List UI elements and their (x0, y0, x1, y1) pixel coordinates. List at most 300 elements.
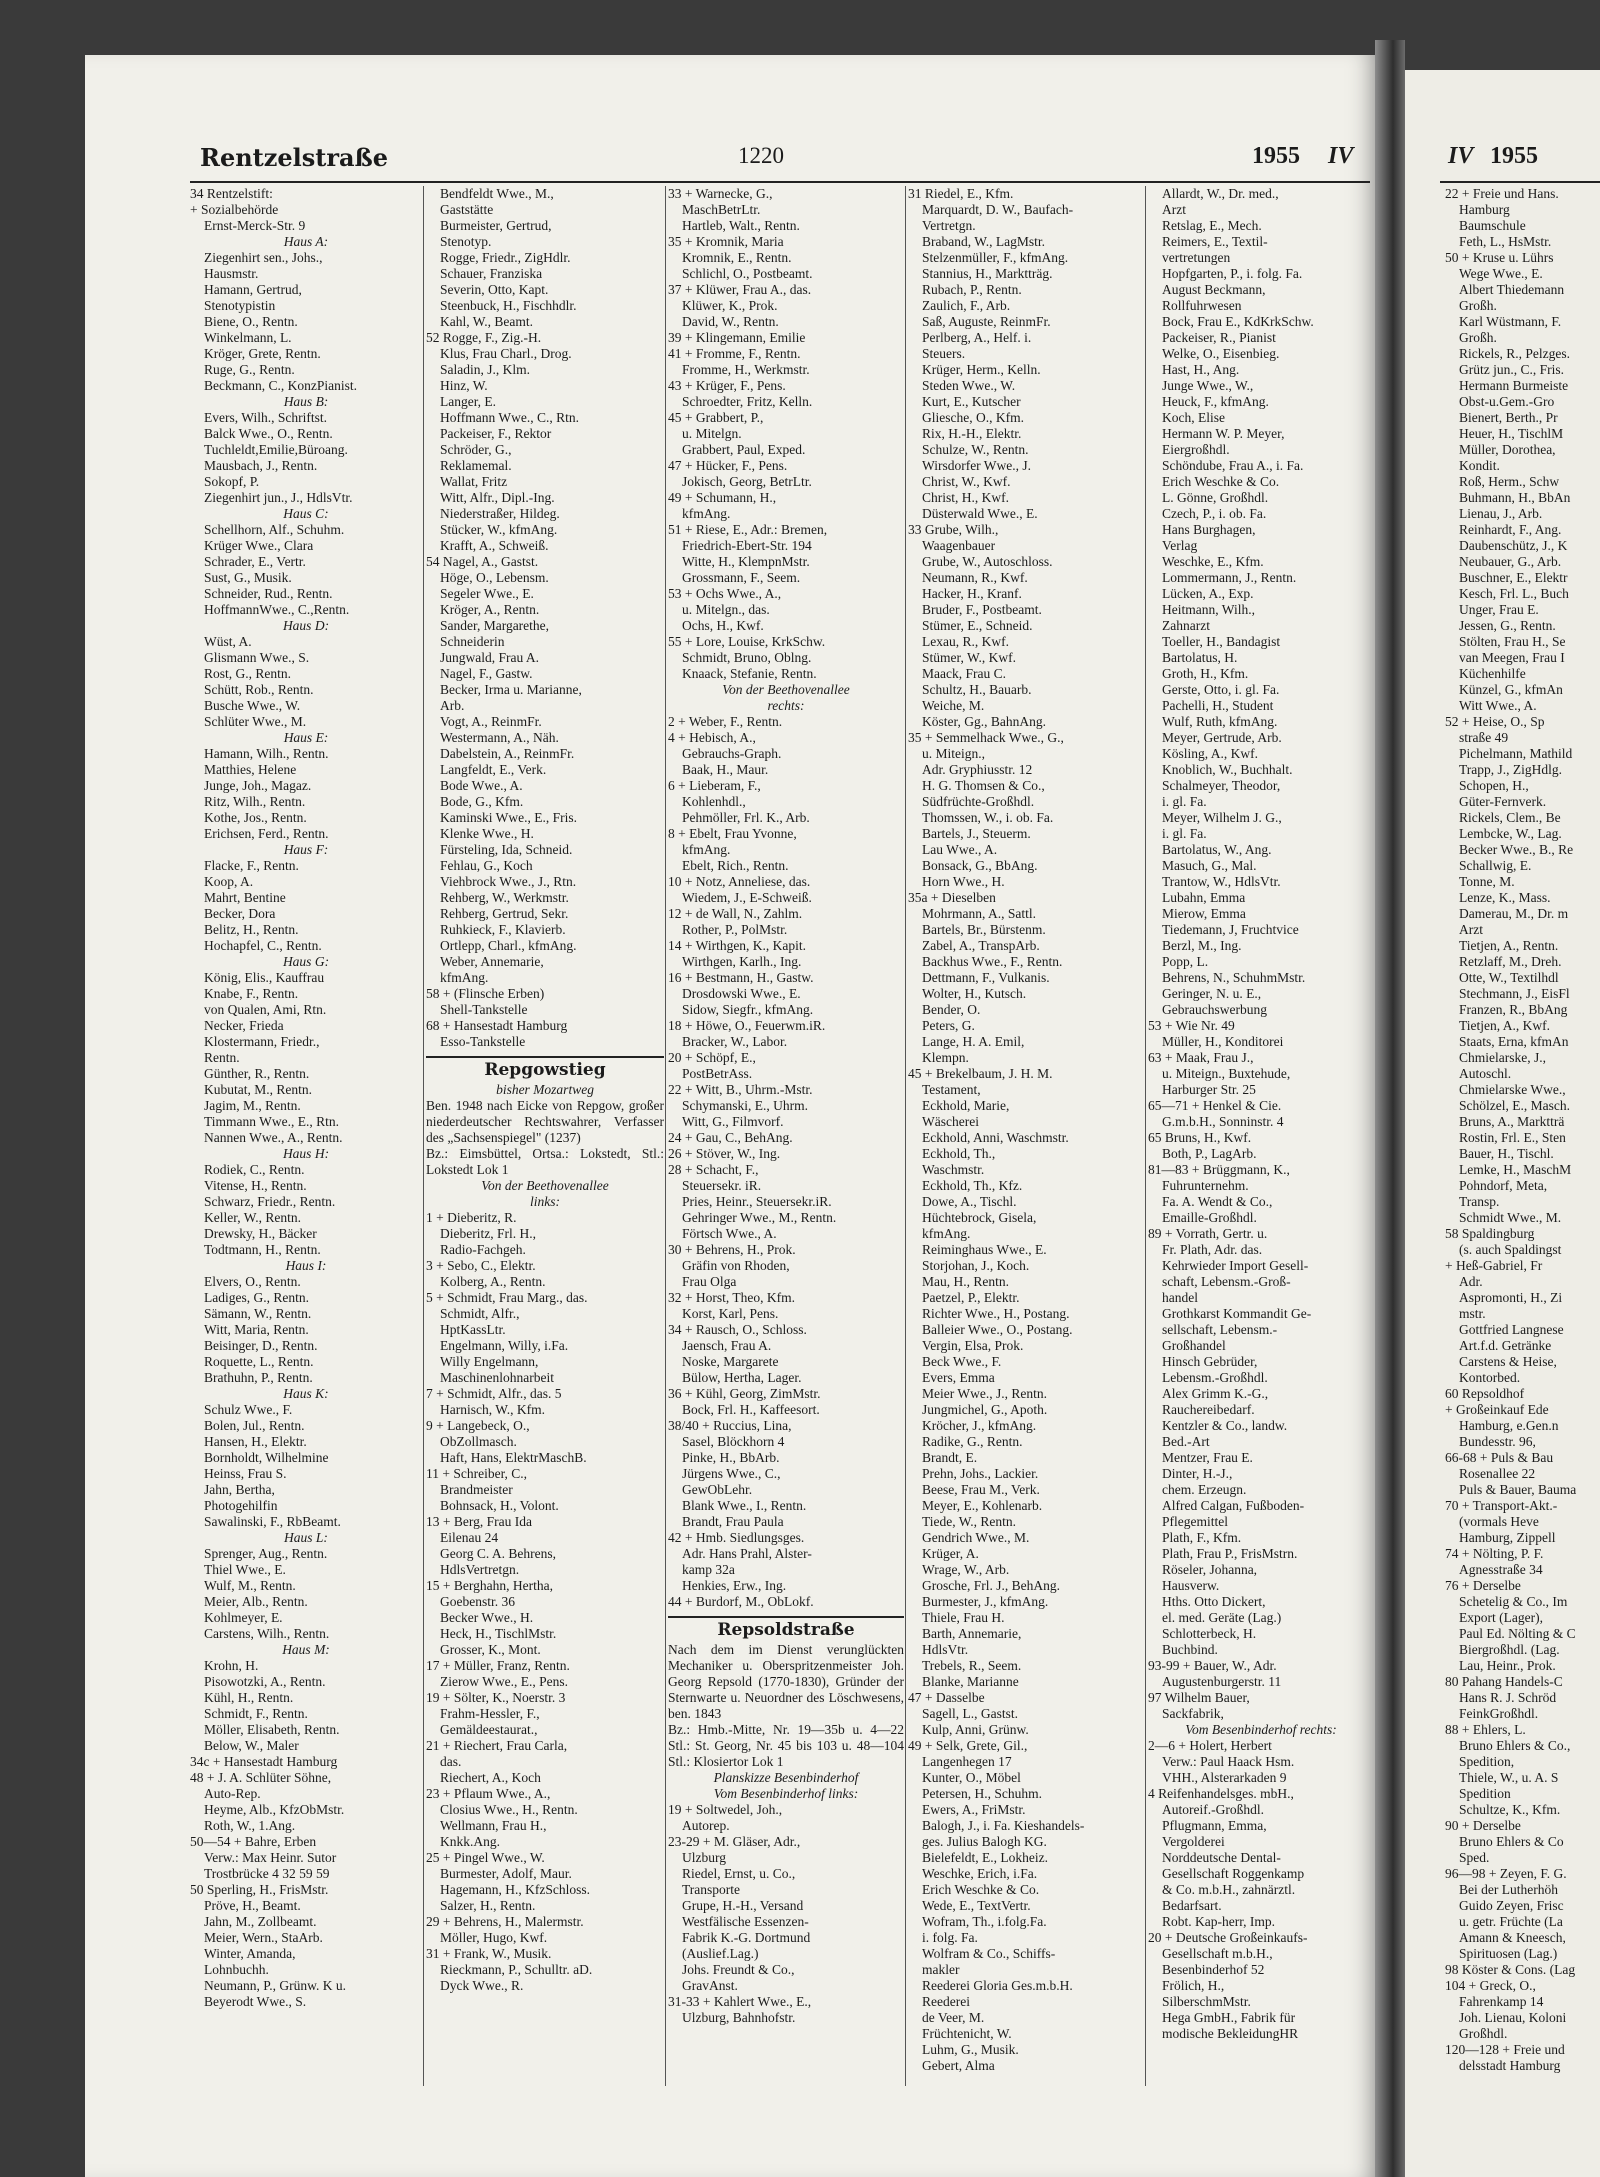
address-entry: 52 Rogge, F., Zig.-H. (426, 330, 542, 345)
resident-entry: Ortlepp, Charl., kfmAng. (440, 938, 577, 953)
resident-entry: Chmielarske Wwe., (1459, 1082, 1566, 1097)
resident-entry: Sokopf, P. (204, 474, 260, 489)
resident-entry: Kulp, Anni, Grünw. (922, 1722, 1029, 1737)
resident-entry: Mau, H., Rentn. (922, 1274, 1009, 1289)
resident-entry: Fr. Plath, Adr. das. (1162, 1242, 1263, 1257)
address-entry: 52 + Heise, O., Sp (1445, 714, 1545, 729)
address-entry: 98 Köster & Cons. (Lag (1445, 1962, 1576, 1977)
resident-entry: Glismann Wwe., S. (204, 650, 310, 665)
resident-entry: Zierow Wwe., E., Pens. (440, 1674, 568, 1689)
resident-entry: Stechmann, J., EisFl (1459, 986, 1570, 1001)
resident-entry: Gräfin von Rhoden, (682, 1258, 790, 1273)
resident-entry: Schymanski, E., Uhrm. (682, 1098, 808, 1113)
resident-entry: Tietjen, A., Rentn. (1459, 938, 1559, 953)
address-entry: 3 + Sebo, C., Elektr. (426, 1258, 536, 1273)
resident-entry: Förtsch Wwe., A. (682, 1226, 777, 1241)
resident-entry: Roth, W., 1.Ang. (204, 1818, 296, 1833)
resident-entry: PostBetrAss. (682, 1066, 753, 1081)
resident-entry: Stölten, Frau H., Se (1459, 634, 1566, 649)
resident-entry: Bock, Frau E., KdKrkSchw. (1162, 314, 1314, 329)
section-subheading: bisher Mozartweg (496, 1082, 594, 1097)
resident-entry: Schulze, W., Rentn. (922, 442, 1029, 457)
section-subheading: Von der Beethovenallee (722, 682, 850, 697)
resident-entry: Erich Weschke & Co. (922, 1882, 1040, 1897)
resident-entry: Bienert, Berth., Pr (1459, 410, 1558, 425)
address-entry: 49 + Schumann, H., (668, 490, 777, 505)
resident-entry: Horn Wwe., H. (922, 874, 1005, 889)
resident-entry: Ruhkieck, F., Klavierb. (440, 922, 566, 937)
resident-entry: Berzl, M., Ing. (1162, 938, 1242, 953)
resident-entry: Puls & Bauer, Bauma (1459, 1482, 1577, 1497)
resident-entry: Schultze, K., Kfm. (1459, 1802, 1561, 1817)
right-page-section: IV (1448, 143, 1474, 169)
resident-entry: Verw.: Max Heinr. Sutor (204, 1850, 337, 1865)
resident-entry: Schröder, G., (440, 442, 512, 457)
resident-entry: Otte, W., Textilhdl (1459, 970, 1559, 985)
resident-entry: Adr. Hans Prahl, Alster- (682, 1546, 812, 1561)
resident-entry: Kohlenhdl., (682, 794, 746, 809)
resident-entry: Günther, R., Rentn. (204, 1066, 310, 1081)
resident-entry: Gerste, Otto, i. gl. Fa. (1162, 682, 1280, 697)
resident-entry: Tonne, M. (1459, 874, 1515, 889)
address-entry: 18 + Höwe, O., Feuerwm.iR. (668, 1018, 826, 1033)
section-subheading: Haus M: (282, 1642, 330, 1657)
resident-entry: Junge, Joh., Magaz. (204, 778, 312, 793)
resident-entry: Arzt (1162, 202, 1186, 217)
resident-entry: Heyme, Alb., KfzObMstr. (204, 1802, 345, 1817)
resident-entry: Lange, H. A. Emil, (922, 1034, 1025, 1049)
resident-entry: von Qualen, Ami, Rtn. (204, 1002, 327, 1017)
resident-entry: Jessen, G., Rentn. (1459, 618, 1556, 633)
resident-entry: Spedition (1459, 1786, 1511, 1801)
resident-entry: VHH., Alsterarkaden 9 (1162, 1770, 1287, 1785)
resident-entry: Trebels, R., Seem. (922, 1658, 1022, 1673)
resident-entry: Adr. (1459, 1274, 1483, 1289)
resident-entry: Grupe, H.-H., Versand (682, 1898, 804, 1913)
section-subheading: Haus F: (283, 842, 329, 857)
resident-entry: Flacke, F., Rentn. (204, 858, 299, 873)
resident-entry: Ziegenhirt jun., J., HdlsVtr. (204, 490, 353, 505)
resident-entry: Jaensch, Frau A. (682, 1338, 772, 1353)
resident-entry: Rickels, Clem., Be (1459, 810, 1561, 825)
resident-entry: kfmAng. (682, 842, 731, 857)
resident-entry: Richter Wwe., H., Postang. (922, 1306, 1070, 1321)
resident-entry: Schmidt, Alfr., (440, 1306, 520, 1321)
resident-entry: Kontorbed. (1459, 1370, 1521, 1385)
resident-entry: kfmAng. (682, 506, 731, 521)
running-head-section: IV (1328, 143, 1354, 169)
resident-entry: Koop, A. (204, 874, 254, 889)
resident-entry: mstr. (1459, 1306, 1486, 1321)
resident-entry: Spirituosen (Lag.) (1459, 1946, 1558, 1961)
address-entry: 32 + Horst, Theo, Kfm. (668, 1290, 795, 1305)
resident-entry: schaft, Lebensm.-Groß- (1162, 1274, 1291, 1289)
resident-entry: Art.f.d. Getränke (1459, 1338, 1552, 1353)
resident-entry: MaschBetrLtr. (682, 202, 761, 217)
resident-entry: Müller, Dorothea, (1459, 442, 1556, 457)
street-description: Ben. 1948 nach Eicke von Repgow, großer niederdeutscher Rechtswahrer, Verfasser des „Sachsenspiegel" (1237) (426, 1098, 664, 1145)
address-entry: 33 + Warnecke, G., (668, 186, 773, 201)
resident-entry: Winter, Amanda, (204, 1946, 296, 1961)
resident-entry: Brathuhn, P., Rentn. (204, 1370, 313, 1385)
resident-entry: Schmidt Wwe., M. (1459, 1210, 1562, 1225)
resident-entry: Klempn. (922, 1050, 969, 1065)
resident-entry: Riechert, A., Koch (440, 1770, 541, 1785)
resident-entry: Jagim, M., Rentn. (204, 1098, 301, 1113)
resident-entry: Arb. (440, 698, 465, 713)
resident-entry: Unger, Frau E. (1459, 602, 1539, 617)
resident-entry: Feth, L., HsMstr. (1459, 234, 1552, 249)
resident-entry: Beyerodt Wwe., S. (204, 1994, 307, 2009)
resident-entry: Hans R. J. Schröd (1459, 1690, 1557, 1705)
resident-entry: Möller, Elisabeth, Rentn. (204, 1722, 340, 1737)
resident-entry: chem. Erzeugn. (1162, 1482, 1247, 1497)
resident-entry: Pflugmann, Emma, (1162, 1818, 1267, 1833)
resident-entry: Hast, H., Ang. (1162, 362, 1240, 377)
resident-entry: Wallat, Fritz (440, 474, 508, 489)
resident-entry: u. Mitelgn., das. (682, 602, 770, 617)
resident-entry: Geringer, N. u. E., (1162, 986, 1262, 1001)
resident-entry: Korst, Karl, Pens. (682, 1306, 779, 1321)
resident-entry: Wege Wwe., E. (1459, 266, 1543, 281)
resident-entry: König, Elis., Kauffrau (204, 970, 325, 985)
address-entry: 50 + Kruse u. Lührs (1445, 250, 1554, 265)
resident-entry: Bruns, A., Marktträ (1459, 1114, 1565, 1129)
resident-entry: Becker Wwe., H. (440, 1610, 534, 1625)
resident-entry: Hermann Burmeiste (1459, 378, 1569, 393)
resident-entry: Bode, G., Kfm. (440, 794, 524, 809)
address-entry: 4 Reifenhandelsges. mbH., (1148, 1786, 1294, 1801)
resident-entry: Chmielarske, J., (1459, 1050, 1546, 1065)
resident-entry: Schopen, H., (1459, 778, 1529, 793)
address-entry: 55 + Lore, Louise, KrkSchw. (668, 634, 826, 649)
resident-entry: Bundesstr. 96, (1459, 1434, 1536, 1449)
resident-entry: Georg C. A. Behrens, (440, 1546, 556, 1561)
resident-entry: Dinter, H.-J., (1162, 1466, 1233, 1481)
resident-entry: vertretungen (1162, 250, 1231, 265)
resident-entry: Retzlaff, M., Dreh. (1459, 954, 1562, 969)
section-subheading: Haus L: (284, 1530, 328, 1545)
resident-entry: Langenhegen 17 (922, 1754, 1012, 1769)
resident-entry: Reederei (922, 1994, 970, 2009)
resident-entry: Junge Wwe., W., (1162, 378, 1254, 393)
resident-entry: Stümer, W., Kwf. (922, 650, 1016, 665)
address-entry: 24 + Gau, C., BehAng. (668, 1130, 793, 1145)
resident-entry: u. Miteign., Buxtehude, (1162, 1066, 1291, 1081)
resident-entry: Becker Wwe., B., Re (1459, 842, 1574, 857)
resident-entry: Burmeister, Gertrud, (440, 218, 552, 233)
address-entry: 45 + Grabbert, P., (668, 410, 764, 425)
resident-entry: Krohn, H. (204, 1658, 259, 1673)
resident-entry: Obst-u.Gem.-Gro (1459, 394, 1555, 409)
resident-entry: Trostbrücke 4 32 59 59 (204, 1866, 330, 1881)
resident-entry: Todtmann, H., Rentn. (204, 1242, 321, 1257)
address-entry: 120—128 + Freie und (1445, 2042, 1565, 2057)
address-entry: 35a + Dieselben (908, 890, 996, 905)
resident-entry: Schauer, Franziska (440, 266, 543, 281)
street-description: Nach dem im Dienst verunglückten Mechaniker u. Oberspritzenmeister Joh. Georg Repsold (1770-1830), Gründer der Sternwarte u. Neuordner des Löschwesens, ben. 1843 (668, 1642, 904, 1721)
resident-entry: Gehringer Wwe., M., Rentn. (682, 1210, 837, 1225)
resident-entry: Gottfried Langnese (1459, 1322, 1564, 1337)
resident-entry: van Meegen, Frau I (1459, 650, 1565, 665)
resident-entry: Schlüter Wwe., M. (204, 714, 307, 729)
resident-entry: Erich Weschke & Co. (1162, 474, 1280, 489)
resident-entry: Eckhold, Anni, Waschmstr. (922, 1130, 1069, 1145)
resident-entry: Johs. Freundt & Co., (682, 1962, 795, 1977)
resident-entry: Shell-Tankstelle (440, 1002, 528, 1017)
resident-entry: Kaminski Wwe., E., Fris. (440, 810, 577, 825)
resident-entry: Stümer, E., Schneid. (922, 618, 1033, 633)
section-subheading: Haus B: (283, 394, 329, 409)
resident-entry: Lommermann, J., Rentn. (1162, 570, 1297, 585)
resident-entry: Drosdowski Wwe., E. (682, 986, 801, 1001)
resident-entry: Mohrmann, A., Sattl. (922, 906, 1036, 921)
resident-entry: Vertretgn. (922, 218, 976, 233)
resident-entry: Trapp, J., ZigHdlg. (1459, 762, 1563, 777)
resident-entry: Bedarfsart. (1162, 1898, 1222, 1913)
resident-entry: Reederei Gloria Ges.m.b.H. (922, 1978, 1073, 1993)
resident-entry: Ochs, H., Kwf. (682, 618, 764, 633)
address-entry: 13 + Berg, Frau Ida (426, 1514, 532, 1529)
resident-entry: Export (Lager), (1459, 1610, 1543, 1625)
resident-entry: Peters, G. (922, 1018, 975, 1033)
section-subheading: Haus H: (282, 1146, 330, 1161)
resident-entry: kfmAng. (440, 970, 489, 985)
resident-entry: Marquardt, D. W., Baufach- (922, 202, 1074, 217)
address-entry: 20 + Deutsche Großeinkaufs- (1148, 1930, 1308, 1945)
address-entry: 81—83 + Brüggmann, K., (1148, 1162, 1290, 1177)
address-entry: 43 + Krüger, F., Pens. (668, 378, 786, 393)
resident-entry: Bonsack, G., BbAng. (922, 858, 1038, 873)
section-subheading: Haus K: (283, 1386, 329, 1401)
resident-entry: Knabe, F., Rentn. (204, 986, 299, 1001)
resident-entry: Koch, Elise (1162, 410, 1225, 425)
resident-entry: Lebensm.-Großhdl. (1162, 1370, 1268, 1385)
resident-entry: Knoblich, W., Buchhalt. (1162, 762, 1293, 777)
resident-entry: Pröve, H., Beamt. (204, 1898, 301, 1913)
resident-entry: Meier, Wern., StaArb. (204, 1930, 323, 1945)
resident-entry: Aspromonti, H., Zi (1459, 1290, 1563, 1305)
resident-entry: Witt, G., Filmvorf. (682, 1114, 784, 1129)
resident-entry: Balck Wwe., O., Rentn. (204, 426, 333, 441)
resident-entry: Storjohan, J., Koch. (922, 1258, 1030, 1273)
resident-entry: Toeller, H., Bandagist (1162, 634, 1281, 649)
address-entry: 34 + Rausch, O., Schloss. (668, 1322, 807, 1337)
resident-entry: Nagel, F., Gastw. (440, 666, 533, 681)
resident-entry: Damerau, M., Dr. m (1459, 906, 1569, 921)
resident-entry: Reinhardt, F., Ang. (1459, 522, 1562, 537)
resident-entry: Schlotterbeck, H. (1162, 1626, 1257, 1641)
resident-entry: Bed.-Art (1162, 1434, 1210, 1449)
resident-entry: Gebert, Alma (922, 2058, 995, 2073)
resident-entry: Vogt, A., ReinmFr. (440, 714, 542, 729)
resident-entry: Sust, G., Musik. (204, 570, 292, 585)
resident-entry: Christ, W., Kwf. (922, 474, 1011, 489)
resident-entry: Brandt, Frau Paula (682, 1514, 784, 1529)
resident-entry: Knaack, Stefanie, Rentn. (682, 666, 817, 681)
address-entry: 68 + Hansestadt Hamburg (426, 1018, 568, 1033)
resident-entry: Röseler, Johanna, (1162, 1562, 1258, 1577)
resident-entry: de Veer, M. (922, 2010, 985, 2025)
resident-entry: Pachelli, H., Student (1162, 698, 1274, 713)
resident-entry: Klenke Wwe., H. (440, 826, 534, 841)
resident-entry: Fehlau, G., Koch (440, 858, 533, 873)
resident-entry: Rodiek, C., Rentn. (204, 1162, 305, 1177)
resident-entry: Keller, W., Rentn. (204, 1210, 301, 1225)
resident-entry: Adr. Gryphiusstr. 12 (922, 762, 1033, 777)
address-entry: 31 Riedel, E., Kfm. (908, 186, 1014, 201)
resident-entry: Engelmann, Willy, i.Fa. (440, 1338, 569, 1353)
resident-entry: Alex Grimm K.-G., (1162, 1386, 1269, 1401)
resident-entry: Stannius, H., Marktträg. (922, 266, 1053, 281)
resident-entry: Wolter, H., Kutsch. (922, 986, 1027, 1001)
resident-entry: Mentzer, Frau E. (1162, 1450, 1253, 1465)
resident-entry: Steuers. (922, 346, 966, 361)
street-heading: Repgowstieg (426, 1056, 664, 1078)
resident-entry: Lemke, H., MaschM (1459, 1162, 1572, 1177)
resident-entry: Rother, P., PolMstr. (682, 922, 788, 937)
resident-entry: Hagemann, H., KfzSchloss. (440, 1882, 590, 1897)
address-entry: 65—71 + Henkel & Cie. (1148, 1098, 1282, 1113)
resident-entry: Baak, H., Maur. (682, 762, 769, 777)
resident-entry: Petersen, H., Schuhm. (922, 1786, 1042, 1801)
resident-entry: Harburger Str. 25 (1162, 1082, 1256, 1097)
resident-entry: Schetelig & Co., Im (1459, 1594, 1568, 1609)
resident-entry: Thomssen, W., i. ob. Fa. (922, 810, 1054, 825)
resident-entry: Pohndorf, Meta, (1459, 1178, 1548, 1193)
resident-entry: Witt Wwe., A. (1459, 698, 1537, 713)
resident-entry: Rehberg, Gertrud, Sekr. (440, 906, 569, 921)
address-entry: 76 + Derselbe (1445, 1578, 1521, 1593)
resident-entry: Staats, Erna, kfmAn (1459, 1034, 1569, 1049)
resident-entry: Bolen, Jul., Rentn. (204, 1418, 305, 1433)
resident-entry: Krüger, Herm., Kelln. (922, 362, 1041, 377)
resident-entry: Robt. Kap-herr, Imp. (1162, 1914, 1276, 1929)
resident-entry: Kurt, E., Kutscher (922, 394, 1021, 409)
resident-entry: Wäscherei (922, 1114, 979, 1129)
resident-entry: Fahrenkamp 14 (1459, 1994, 1544, 2009)
resident-entry: Steenbuck, H., Fischhdlr. (440, 298, 577, 313)
resident-entry: Wede, E., TextVertr. (922, 1898, 1031, 1913)
address-entry: 21 + Riechert, Frau Carla, (426, 1738, 568, 1753)
resident-entry: Kromnik, E., Rentn. (682, 250, 792, 265)
resident-entry: Gesellschaft m.b.H., (1162, 1946, 1273, 1961)
resident-entry: Behrens, N., SchuhmMstr. (1162, 970, 1306, 985)
address-entry: 39 + Klingemann, Emilie (668, 330, 806, 345)
resident-entry: Albert Thiedemann (1459, 282, 1565, 297)
resident-entry: Segeler Wwe., E. (440, 586, 534, 601)
resident-entry: Zaulich, F., Arb. (922, 298, 1011, 313)
resident-entry: Groth, H., Kfm. (1162, 666, 1249, 681)
resident-entry: Carstens, Wilh., Rentn. (204, 1626, 330, 1641)
resident-entry: Eilenau 24 (440, 1530, 499, 1545)
resident-entry: & Co. m.b.H., zahnärztl. (1162, 1882, 1296, 1897)
resident-entry: Tiedemann, J, Fruchtvice (1162, 922, 1299, 937)
resident-entry: Heuck, F., kfmAng. (1162, 394, 1269, 409)
address-entry: 88 + Ehlers, L. (1445, 1722, 1526, 1737)
resident-entry: Emaille-Großhdl. (1162, 1210, 1257, 1225)
resident-entry: Jungmichel, G., Apoth. (922, 1402, 1048, 1417)
resident-entry: Hacker, H., Kranf. (922, 586, 1022, 601)
resident-entry: Weiche, M. (922, 698, 985, 713)
resident-entry: Höge, O., Lebensm. (440, 570, 549, 585)
resident-entry: (vormals Heve (1459, 1514, 1539, 1529)
address-entry: 53 + Wie Nr. 49 (1148, 1018, 1235, 1033)
resident-entry: Autoschl. (1459, 1066, 1512, 1081)
resident-entry: GewObLehr. (682, 1482, 753, 1497)
address-entry: 35 + Semmelhack Wwe., G., (908, 730, 1064, 745)
resident-entry: Bender, O. (922, 1002, 981, 1017)
address-entry: 7 + Schmidt, Alfr., das. 5 (426, 1386, 562, 1401)
resident-entry: Becker, Dora (204, 906, 276, 921)
resident-entry: Maschinenlohnarbeit (440, 1370, 554, 1385)
section-subheading: Haus G: (282, 954, 330, 969)
address-entry: 49 + Selk, Grete, Gil., (908, 1738, 1028, 1753)
resident-entry: Steden Wwe., W. (922, 378, 1016, 393)
street-description: Bz.: Hmb.-Mitte, Nr. 19—35b u. 4—22 Stl.: St. Georg, Nr. 45 bis 103 u. 48—104 Stl.: Klosiertor Lok 1 (668, 1722, 904, 1769)
resident-entry: Gesellschaft Roggenkamp (1162, 1866, 1305, 1881)
resident-entry: Pinke, H., BbArb. (682, 1450, 780, 1465)
resident-entry: Schmidt, F., Rentn. (204, 1706, 308, 1721)
resident-entry: Pichelmann, Mathild (1459, 746, 1573, 761)
resident-entry: Dieberitz, Frl. H., (440, 1226, 536, 1241)
resident-entry: Riedel, Ernst, u. Co., (682, 1866, 796, 1881)
resident-entry: Welke, O., Eisenbieg. (1162, 346, 1280, 361)
resident-entry: Künzel, G., kfmAn (1459, 682, 1563, 697)
resident-entry: Schultz, H., Bauarb. (922, 682, 1032, 697)
resident-entry: Sawalinski, F., RbBeamt. (204, 1514, 341, 1529)
address-entry: 26 + Stöver, W., Ing. (668, 1146, 781, 1161)
resident-entry: Eckhold, Th., (922, 1146, 996, 1161)
resident-entry: Hths. Otto Dickert, (1162, 1594, 1266, 1609)
resident-entry: Nannen Wwe., A., Rentn. (204, 1130, 343, 1145)
address-entry: 58 Spaldingburg (1445, 1226, 1535, 1241)
address-entry: 35 + Kromnik, Maria (668, 234, 784, 249)
resident-entry: Bracker, W., Labor. (682, 1034, 788, 1049)
resident-entry: Lücken, A., Exp. (1162, 586, 1254, 601)
resident-entry: Hausverw. (1162, 1578, 1220, 1593)
address-entry: 34c + Hansestadt Hamburg (190, 1754, 338, 1769)
resident-entry: Jahn, M., Zollbeamt. (204, 1914, 317, 1929)
resident-entry: Saladin, J., Klm. (440, 362, 530, 377)
address-entry: 47 + Dasselbe (908, 1690, 985, 1705)
section-subheading: Haus D: (282, 618, 330, 633)
resident-entry: Wellmann, Frau H., (440, 1818, 547, 1833)
resident-entry: Matthies, Helene (204, 762, 297, 777)
resident-entry: Dettmann, F., Vulkanis. (922, 970, 1050, 985)
resident-entry: Karl Wüstmann, F. (1459, 314, 1562, 329)
resident-entry: Kentzler & Co., landw. (1162, 1418, 1288, 1433)
resident-entry: Kunter, O., Möbel (922, 1770, 1021, 1785)
resident-entry: Verw.: Paul Haack Hsm. (1162, 1754, 1295, 1769)
address-entry: 74 + Nölting, P. F. (1445, 1546, 1544, 1561)
resident-entry: August Beckmann, (1162, 282, 1266, 297)
resident-entry: Hansen, H., Elektr. (204, 1434, 307, 1449)
column-divider (1145, 186, 1146, 2086)
column-divider (423, 186, 424, 2086)
resident-entry: Kröger, Grete, Rentn. (204, 346, 321, 361)
address-entry: 104 + Greck, O., (1445, 1978, 1536, 1993)
address-entry: 89 + Vorrath, Gertr. u. (1148, 1226, 1268, 1241)
resident-entry: Knkk.Ang. (440, 1834, 500, 1849)
resident-entry: Besenbinderhof 52 (1162, 1962, 1265, 1977)
resident-entry: Ewers, A., FriMstr. (922, 1802, 1026, 1817)
resident-entry: Westermann, A., Näh. (440, 730, 559, 745)
resident-entry: Perlberg, A., Helf. i. (922, 330, 1032, 345)
resident-entry: Bruno Ehlers & Co (1459, 1834, 1564, 1849)
resident-entry: Saß, Auguste, ReinmFr. (922, 314, 1051, 329)
resident-entry: Zabel, A., TranspArb. (922, 938, 1040, 953)
